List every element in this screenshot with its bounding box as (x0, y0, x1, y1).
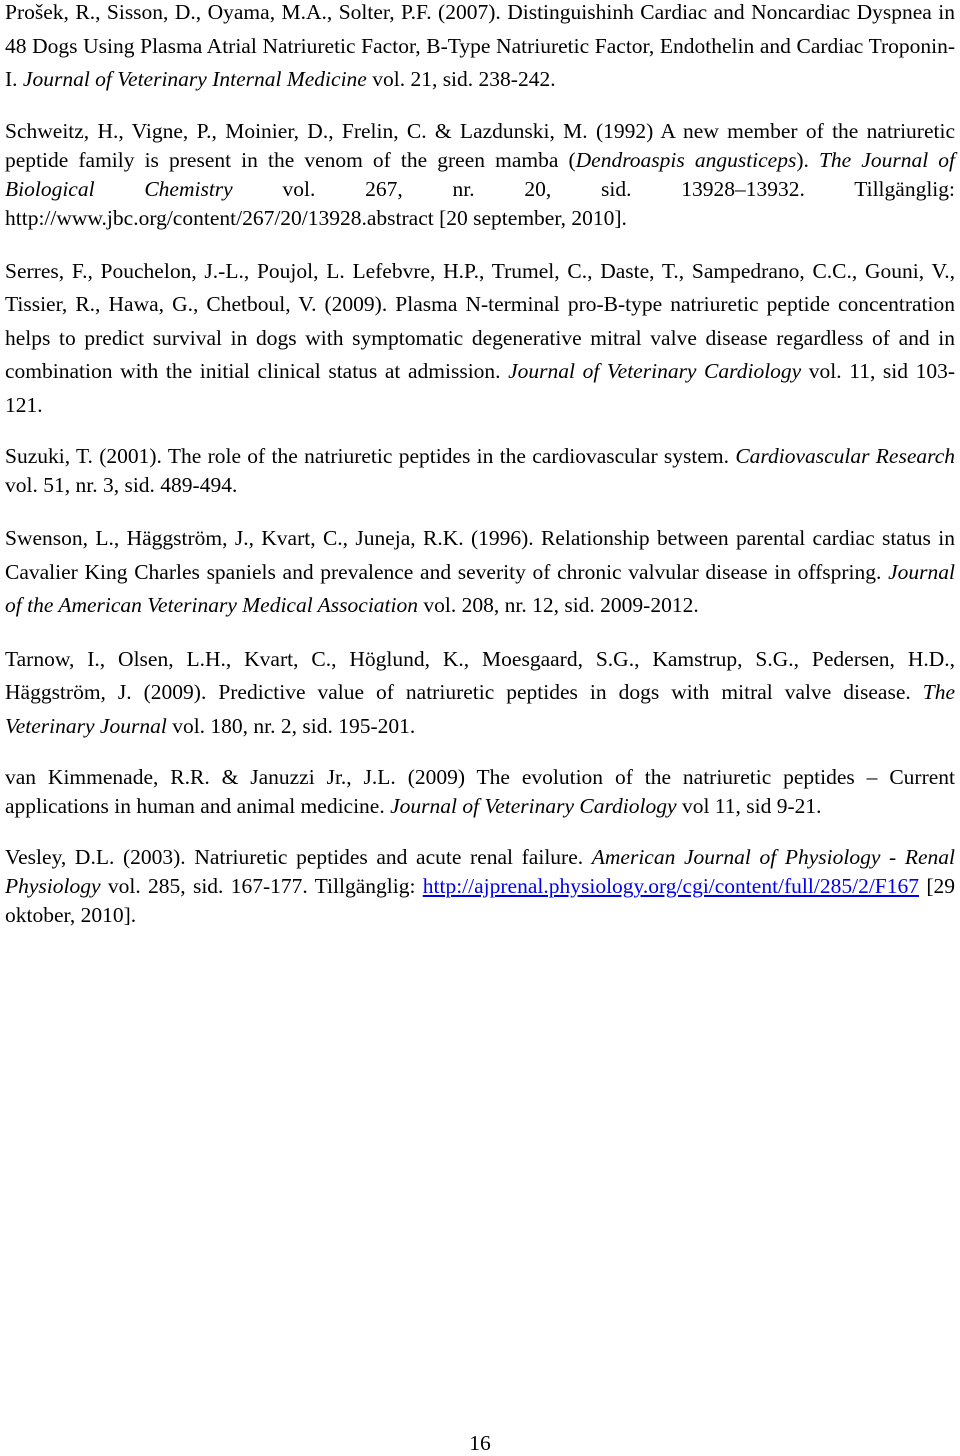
reference-serres-2009 (5, 255, 955, 423)
reference-details: vol. 208, nr. 12, sid. 2009-2012. (418, 593, 699, 617)
journal-title: Journal of Veterinary Internal Medicine (22, 67, 367, 91)
reference-details: vol. 21, sid. 238-242. (366, 67, 556, 91)
journal-title: Journal of Veterinary Cardiology (390, 794, 677, 818)
reference-text: van Kimmenade, R.R. & Januzzi Jr., J.L. (2009) The evolution of the natriuretic peptides – Current applications in human and animal medicine. (5, 765, 955, 818)
reference-prosek-2007 (5, 0, 955, 97)
journal-title: Cardiovascular Research (735, 444, 955, 468)
reference-vesley-2003 (5, 843, 955, 930)
reference-text: Serres, F., Pouchelon, J.-L., Poujol, L. Lefebvre, H.P., Trumel, C., Daste, T., Sampedrano, C.C., Gouni, V., Tissier, R., Hawa, G., Chetboul, V. (2009). Plasma N-terminal pro-B-type natriuretic peptide concentration helps to predict survival in dogs with symptomatic degenerative mitral valve disease regardless of and in combination with the initial clinical status at admission. (5, 258, 955, 383)
journal-title: American Journal of Physiology - Renal Physiology (5, 845, 955, 898)
reference-suzuki-2001 (5, 442, 955, 500)
reference-details: vol 11, sid 9-21. (676, 794, 822, 818)
reference-text: Swenson, L., Häggström, J., Kvart, C., Juneja, R.K. (1996). Relationship between parental cardiac status in Cavalier King Charles spaniels and prevalence and severity of chronic valvular disease in offspring. (5, 526, 955, 584)
reference-url-link[interactable]: http://ajprenal.physiology.org/cgi/content/full/285/2/F167 (422, 874, 920, 898)
species-name: Dendroaspis angusticeps (575, 147, 797, 172)
reference-details: vol. 267, nr. 20, sid. 13928–13932. Tillgänglig: http://www.jbc.org/content/267/20/13928.abstract [20 september, 2010]. (5, 176, 955, 230)
reference-van-kimmenade-2009 (5, 763, 955, 821)
reference-text: Vesley, D.L. (2003). Natriuretic peptides and acute renal failure. (5, 845, 592, 869)
reference-text: Prošek, R., Sisson, D., Oyama, M.A., Solter, P.F. (2007). Distinguishinh Cardiac and Noncardiac Dyspnea in 48 Dogs Using Plasma Atrial Natriuretic Factor, B-Type Natriuretic Factor, Endothelin and Cardiac Troponin-I. (5, 0, 955, 91)
reference-details: vol. 51, nr. 3, sid. 489-494. (5, 473, 238, 497)
journal-title: The Veterinary Journal (5, 680, 955, 738)
reference-schweitz-1992 (5, 117, 955, 233)
journal-title: The Journal of Biological Chemistry (5, 147, 955, 201)
reference-text-middle: ). (796, 147, 819, 172)
journal-title: Journal of Veterinary Cardiology (508, 359, 802, 383)
reference-text: Suzuki, T. (2001). The role of the natriuretic peptides in the cardiovascular system. (5, 444, 736, 468)
reference-tarnow-2009 (5, 643, 955, 744)
reference-text: Tarnow, I., Olsen, L.H., Kvart, C., Höglund, K., Moesgaard, S.G., Kamstrup, S.G., Pedersen, H.D., Häggström, J. (2009). Predictive value of natriuretic peptides in dogs with mitral valve disease. (5, 646, 955, 704)
reference-details: vol. 180, nr. 2, sid. 195-201. (166, 713, 416, 738)
reference-swenson-1996 (5, 522, 955, 623)
reference-text: Schweitz, H., Vigne, P., Moinier, D., Frelin, C. & Lazdunski, M. (1992) A new member of the natriuretic peptide family is present in the venom of the green mamba ( (5, 118, 955, 172)
page-number: 16 (469, 1431, 491, 1455)
reference-list (5, 0, 955, 950)
journal-title: Journal of the American Veterinary Medical Association (5, 559, 955, 617)
reference-text-middle: vol. 285, sid. 167-177. Tillgänglig: (100, 874, 423, 898)
reference-details: [29 oktober, 2010]. (5, 874, 955, 927)
reference-details: vol. 11, sid 103-121. (5, 359, 955, 417)
